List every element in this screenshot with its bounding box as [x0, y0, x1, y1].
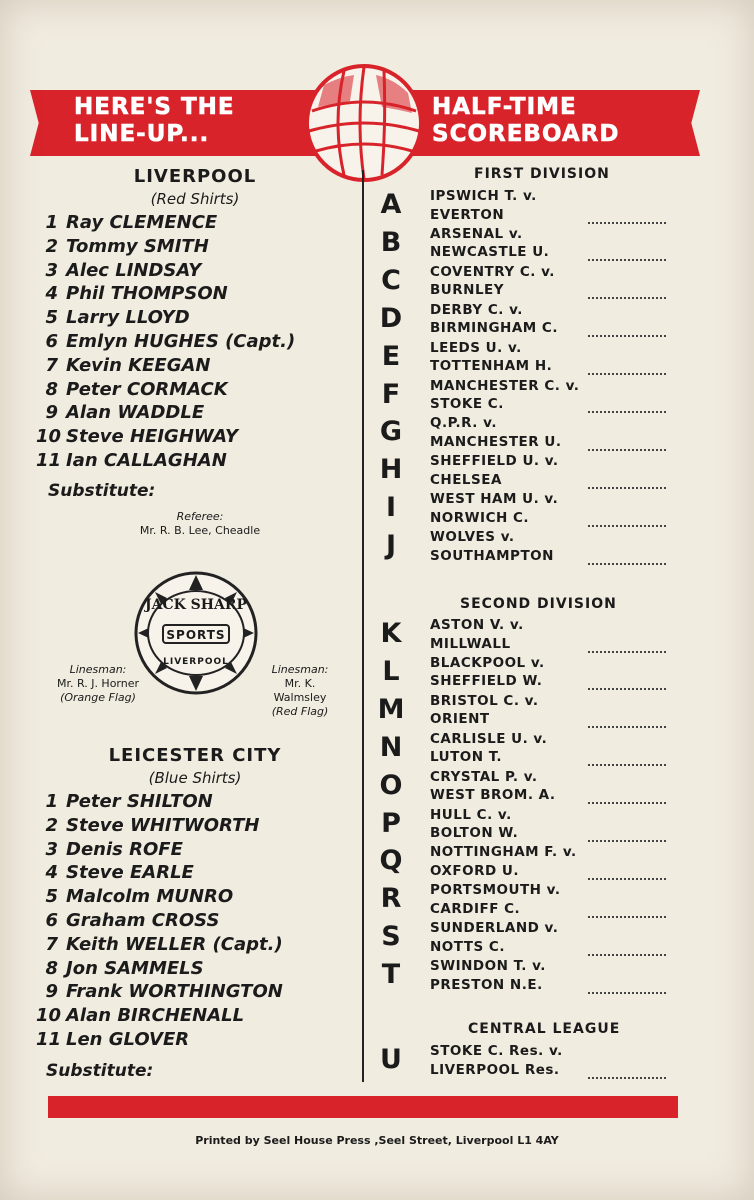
fixture-row: [430, 692, 675, 729]
fixture-away-team: STOKE C.: [430, 396, 504, 412]
player-name: Denis ROFE: [66, 838, 183, 860]
linesman-2-flag: (Red Flag): [271, 705, 329, 718]
score-entry-line: [588, 319, 666, 337]
fixture-letter: K: [380, 618, 402, 649]
fixture-away-team: LUTON T.: [430, 749, 503, 766]
player-number: 4: [45, 862, 58, 884]
fixture-letter: R: [380, 883, 402, 915]
player-row: [36, 838, 283, 862]
fixture-home-team: ARSENAL v.: [430, 225, 523, 242]
fixture-letter: B: [380, 226, 402, 258]
fixture-away-team: MILLWALL: [430, 635, 511, 652]
player-name: Ian CALLAGHAN: [66, 449, 227, 471]
score-entry-line: [588, 900, 666, 918]
fixture-away-team: SHEFFIELD W.: [430, 673, 543, 690]
player-number: 10: [36, 426, 62, 448]
linesman-2-name-line1: Mr. K.: [284, 677, 316, 690]
fixture-row: [430, 414, 675, 451]
linesman-1-name: Mr. R. J. Horner: [56, 677, 140, 690]
score-entry-line: [588, 281, 666, 299]
fixture-away-team: WEST BROM. A.: [430, 787, 556, 804]
fixture-home-team: STOKE C. Res. v.: [430, 1043, 563, 1059]
player-row: [36, 425, 295, 449]
home-substitute-label: Substitute:: [48, 481, 156, 501]
player-name: Kevin KEEGAN: [66, 354, 211, 376]
player-name: Alec LINDSAY: [66, 259, 202, 281]
fixture-away-team: LIVERPOOL Res.: [430, 1061, 560, 1078]
player-row: [36, 933, 283, 957]
score-entry-line: [588, 395, 666, 413]
away-team-name: LEICESTER CITY: [108, 745, 282, 766]
referee-name: Mr. R. B. Lee, Cheadle: [139, 524, 261, 537]
linesman-2-name-line2: Walmsley: [273, 691, 327, 704]
fixture-letter: J: [385, 530, 397, 562]
fixture-home-team: MANCHESTER C. v.: [430, 377, 580, 394]
player-row: [36, 957, 283, 981]
player-name: Steve EARLE: [66, 862, 194, 884]
home-team-shirts: (Red Shirts): [150, 190, 240, 208]
player-row: [36, 449, 295, 473]
player-number: 9: [45, 981, 58, 1003]
away-substitute-label: Substitute:: [46, 1061, 154, 1081]
player-number: 8: [45, 957, 58, 979]
fixture-row: [430, 225, 675, 262]
fixture-away-team: EVERTON: [430, 206, 505, 223]
player-row: [36, 235, 295, 259]
player-row: [36, 378, 295, 402]
first-division-title: FIRST DIVISION: [474, 166, 610, 182]
fixture-row: [430, 919, 675, 956]
score-entry-line: [588, 243, 666, 261]
player-name: Emlyn HUGHES (Capt.): [66, 330, 296, 352]
player-row: [36, 861, 283, 885]
player-number: 4: [45, 283, 58, 305]
fixture-home-team: PORTSMOUTH v.: [430, 882, 561, 899]
fixture-away-team: CHELSEA: [430, 471, 502, 488]
player-row: [36, 1004, 283, 1028]
fixture-away-team: MANCHESTER U.: [430, 433, 562, 450]
fixture-row: [430, 187, 675, 224]
player-number: 5: [45, 307, 58, 329]
referee-info: [110, 510, 290, 538]
player-row: [36, 211, 295, 235]
player-row: [36, 354, 295, 378]
fixture-row: [430, 881, 675, 918]
player-number: 8: [45, 378, 58, 400]
fixture-letter: E: [381, 340, 401, 372]
fixture-row: [430, 263, 675, 300]
fixture-away-team: BIRMINGHAM C.: [430, 320, 558, 337]
away-player-list: [36, 790, 283, 1052]
player-number: 11: [36, 449, 62, 471]
fixture-row: [430, 528, 675, 565]
fixture-home-team: IPSWICH T. v.: [430, 188, 537, 204]
player-number: 3: [45, 259, 58, 281]
player-row: [36, 790, 283, 814]
score-entry-line: [588, 509, 666, 527]
logo-line1: JACK SHARP: [144, 597, 248, 613]
fixture-row: [430, 377, 675, 414]
logo-line2: SPORTS: [166, 628, 226, 642]
fixture-home-team: ASTON V. v.: [430, 617, 524, 633]
linesman-2-label: Linesman:: [271, 663, 329, 676]
score-entry-line: [588, 672, 666, 690]
fixture-away-team: NOTTS C.: [430, 938, 505, 955]
player-name: Tommy SMITH: [66, 235, 209, 257]
fixture-away-team: BOLTON W.: [430, 825, 519, 841]
player-row: [36, 885, 283, 909]
fixture-letter: L: [382, 655, 400, 687]
linesman-1-label: Linesman:: [69, 663, 127, 676]
fixture-home-team: BRISTOL C. v.: [430, 692, 539, 709]
score-entry-line: [588, 786, 666, 804]
fixture-home-team: BLACKPOOL v.: [430, 654, 545, 671]
player-name: Frank WORTHINGTON: [66, 981, 283, 1003]
player-name: Phil THOMPSON: [66, 283, 228, 305]
player-row: [36, 306, 295, 330]
fixture-away-team: NORWICH C.: [430, 509, 530, 526]
fixture-home-team: DERBY C. v.: [430, 301, 523, 318]
player-number: 11: [36, 1028, 62, 1050]
fixture-home-team: SWINDON T. v.: [430, 958, 546, 975]
lineup-heading-line2: LINE-UP...: [74, 121, 210, 147]
fixture-row: [430, 452, 675, 489]
fixture-row: [430, 806, 675, 843]
fixture-home-team: LEEDS U. v.: [430, 339, 522, 356]
fixture-letter: I: [385, 492, 397, 524]
lineup-heading: [74, 94, 235, 148]
fixture-letter: H: [379, 454, 403, 486]
fixture-row: [430, 301, 675, 338]
column-divider: [362, 170, 364, 1082]
player-number: 6: [45, 330, 58, 352]
fixture-home-team: HULL C. v.: [430, 806, 512, 823]
linesman-2-info: [262, 663, 338, 719]
fixture-home-team: SUNDERLAND v.: [430, 920, 559, 937]
score-entry-line: [588, 547, 666, 565]
fixture-letter: D: [379, 302, 403, 334]
scoreboard-heading-line1: HALF-TIME: [432, 94, 577, 120]
fixture-row: [430, 957, 675, 994]
fixture-letter: C: [381, 264, 401, 296]
linesman-1-flag: (Orange Flag): [60, 691, 136, 704]
fixture-home-team: CARLISLE U. v.: [430, 730, 548, 747]
fixture-away-team: SOUTHAMPTON: [430, 547, 554, 564]
fixture-home-team: COVENTRY C. v.: [430, 263, 555, 280]
fixture-away-team: TOTTENHAM H.: [430, 358, 553, 375]
fixture-home-team: Q.P.R. v.: [430, 415, 497, 432]
player-number: 7: [45, 354, 58, 376]
fixture-row: [430, 654, 675, 691]
fixture-home-team: NOTTINGHAM F. v.: [430, 844, 577, 861]
player-number: 3: [45, 838, 58, 860]
score-entry-line: [588, 635, 666, 653]
scoreboard-heading: [432, 94, 620, 148]
player-name: Larry LLOYD: [66, 307, 190, 329]
fixture-home-team: SHEFFIELD U. v.: [430, 453, 559, 470]
player-name: Ray CLEMENCE: [66, 212, 218, 233]
player-name: Malcolm MUNRO: [66, 886, 234, 908]
fixture-away-team: NEWCASTLE U.: [430, 244, 550, 261]
fixture-away-team: OXFORD U.: [430, 862, 519, 879]
player-number: 5: [45, 886, 58, 908]
score-entry-line: [588, 433, 666, 451]
fixture-letter: N: [379, 731, 403, 763]
home-team-name: LIVERPOOL: [133, 166, 257, 187]
player-name: Keith WELLER (Capt.): [66, 933, 283, 955]
score-entry-line: [588, 471, 666, 489]
player-name: Alan WADDLE: [66, 402, 205, 424]
fixture-letter: S: [381, 921, 401, 953]
player-row: [36, 330, 295, 354]
referee-label: Referee:: [176, 510, 224, 523]
player-name: Graham CROSS: [66, 909, 220, 931]
player-name: Steve HEIGHWAY: [66, 426, 238, 448]
fixture-row: [430, 1042, 675, 1079]
player-row: [36, 909, 283, 933]
fixture-home-team: WOLVES v.: [430, 529, 515, 546]
player-number: 9: [45, 402, 58, 424]
logo-line3: LIVERPOOL: [163, 657, 229, 667]
fixture-away-team: ORIENT: [430, 711, 490, 728]
fixture-letter: P: [381, 807, 401, 839]
fixture-letter: T: [381, 959, 401, 991]
fixture-away-team: PRESTON N.E.: [430, 976, 543, 993]
second-division-title: SECOND DIVISION: [460, 596, 617, 612]
player-row: [36, 814, 283, 838]
player-name: Len GLOVER: [66, 1028, 190, 1050]
fixture-row: [430, 616, 675, 653]
fixture-letter: Q: [379, 845, 403, 877]
player-number: 6: [45, 909, 58, 931]
player-name: Alan BIRCHENALL: [66, 1005, 245, 1027]
player-row: [36, 980, 283, 1004]
central-league-title: CENTRAL LEAGUE: [468, 1021, 621, 1037]
player-name: Steve WHITWORTH: [66, 814, 260, 836]
player-number: 2: [45, 814, 58, 836]
player-name: Jon SAMMELS: [66, 957, 204, 979]
fixture-letter: M: [377, 693, 405, 725]
score-entry-line: [588, 357, 666, 375]
fixture-row: [430, 768, 675, 805]
fixture-home-team: CRYSTAL P. v.: [430, 768, 538, 785]
fixture-away-team: BURNLEY: [430, 282, 505, 299]
away-team-shirts: (Blue Shirts): [148, 769, 242, 787]
fixture-row: [430, 490, 675, 527]
player-number: 10: [36, 1005, 62, 1027]
lineup-heading-line1: HERE'S THE: [74, 94, 235, 120]
player-row: [36, 1028, 283, 1052]
score-entry-line: [588, 748, 666, 766]
fixture-row: [430, 730, 675, 767]
player-row: [36, 282, 295, 306]
scoreboard-heading-line2: SCOREBOARD: [432, 121, 620, 147]
fixture-letter: U: [380, 1044, 402, 1075]
footer-red-bar: [48, 1096, 678, 1118]
score-entry-line: [588, 1061, 666, 1079]
score-entry-line: [588, 976, 666, 994]
fixture-letter: O: [379, 769, 403, 801]
player-number: 1: [45, 212, 58, 233]
player-name: Peter SHILTON: [66, 791, 213, 812]
football-icon: [304, 63, 424, 183]
player-row: [36, 259, 295, 283]
score-entry-line: [588, 862, 666, 880]
score-entry-line: [588, 206, 666, 224]
score-entry-line: [588, 938, 666, 956]
score-entry-line: [588, 824, 666, 842]
fixture-letter: A: [380, 189, 402, 220]
fixture-row: [430, 339, 675, 376]
linesman-1-info: [38, 663, 158, 705]
fixture-away-team: CARDIFF C.: [430, 900, 521, 917]
home-player-list: [36, 211, 295, 473]
score-entry-line: [588, 710, 666, 728]
player-number: 7: [45, 933, 58, 955]
player-number: 1: [45, 791, 58, 812]
player-name: Peter CORMACK: [66, 378, 228, 400]
fixture-letter: G: [379, 416, 403, 448]
fixture-row: [430, 843, 675, 880]
fixture-letter: F: [381, 378, 401, 410]
player-number: 2: [45, 235, 58, 257]
fixture-home-team: WEST HAM U. v.: [430, 491, 559, 508]
printer-credit: Printed by Seel House Press ,Seel Street, Liverpool L1 4AY: [195, 1134, 559, 1147]
player-row: [36, 401, 295, 425]
